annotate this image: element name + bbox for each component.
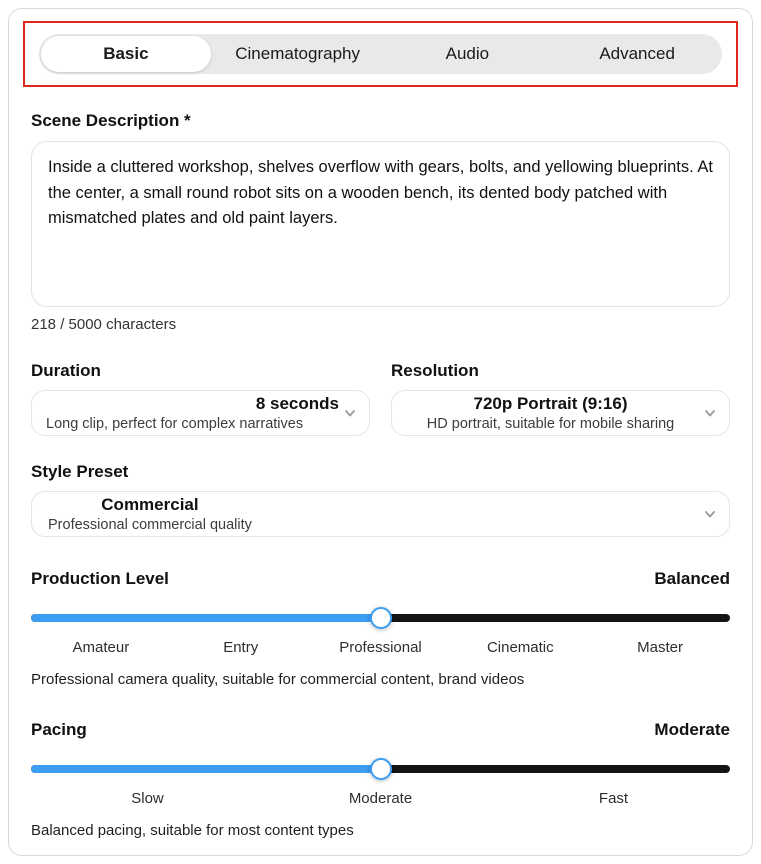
chevron-down-icon [701, 404, 719, 422]
style-preset-select[interactable] [31, 491, 730, 537]
resolution-subtitle: HD portrait, suitable for mobile sharing [426, 415, 675, 432]
production-level-slider[interactable] [31, 610, 730, 626]
style-preset-label: Style Preset [31, 462, 129, 481]
production-level-value: Balanced [654, 569, 730, 588]
tab-audio[interactable]: Audio [445, 44, 490, 63]
duration-select[interactable] [31, 390, 370, 436]
duration-value: 8 seconds [255, 394, 339, 414]
slider-thumb[interactable] [370, 607, 392, 629]
tick-label: Amateur [72, 639, 130, 656]
tick-label: Master [637, 639, 684, 656]
style-preset-value: Commercial [101, 495, 199, 515]
tab-basic[interactable]: Basic [41, 36, 211, 72]
scene-description-label: Scene Description * [31, 111, 191, 130]
tabbar [39, 34, 722, 74]
pacing-value: Moderate [654, 720, 730, 739]
slider-thumb[interactable] [370, 758, 392, 780]
scene-description-input[interactable] [31, 141, 730, 307]
tick-label: Cinematic [486, 639, 554, 656]
resolution-value: 720p Portrait (9:16) [473, 394, 628, 414]
chevron-down-icon [701, 505, 719, 523]
pacing-label: Pacing [31, 720, 87, 739]
resolution-label: Resolution [391, 361, 479, 380]
pacing-ticks [31, 790, 730, 807]
production-level-ticks [31, 639, 730, 656]
slider-track[interactable] [31, 765, 730, 773]
tick-label: Professional [339, 639, 422, 656]
tick-label: Entry [223, 639, 259, 656]
slider-fill [31, 614, 381, 622]
pacing-description: Balanced pacing, suitable for most content types [31, 822, 354, 839]
tab-cinematography[interactable]: Cinematography [235, 44, 360, 63]
duration-subtitle: Long clip, perfect for complex narratives [46, 415, 304, 432]
resolution-select[interactable] [391, 390, 730, 436]
production-level-description: Professional camera quality, suitable for commercial content, brand videos [31, 671, 525, 688]
tick-label: Fast [598, 790, 629, 807]
tick-label: Slow [131, 790, 164, 807]
duration-label: Duration [31, 361, 101, 380]
slider-track[interactable] [31, 614, 730, 622]
settings-card [8, 8, 753, 856]
character-counter: 218 / 5000 characters [31, 316, 177, 333]
tick-label: Moderate [348, 790, 413, 807]
production-level-label: Production Level [31, 569, 169, 588]
chevron-down-icon [341, 404, 359, 422]
pacing-slider[interactable] [31, 761, 730, 777]
tabbar-highlight-box [23, 21, 738, 87]
slider-fill [31, 765, 381, 773]
style-preset-subtitle: Professional commercial quality [48, 516, 252, 533]
tab-advanced[interactable]: Advanced [599, 44, 675, 63]
